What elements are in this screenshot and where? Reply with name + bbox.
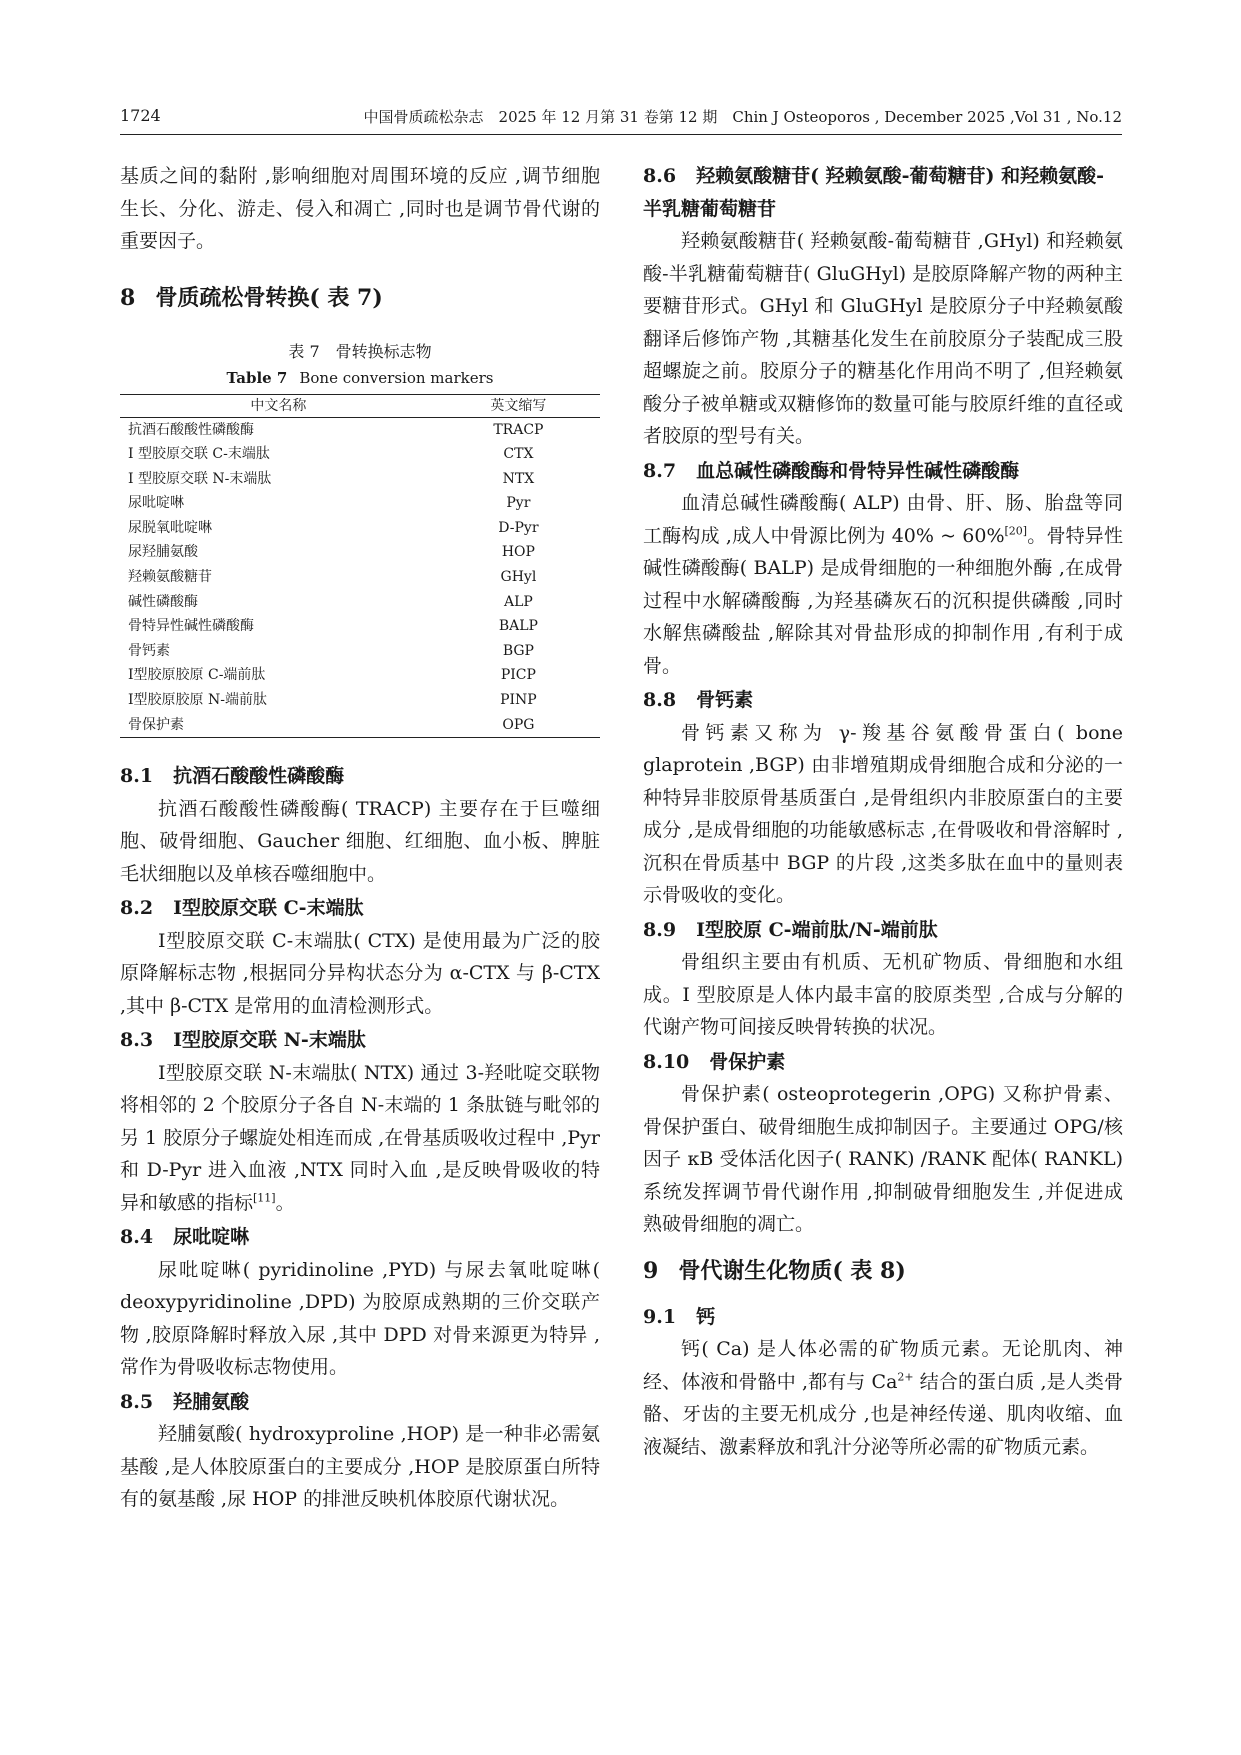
cell-en-abbr: HOP (501, 544, 535, 561)
table-row (120, 713, 600, 738)
header-en-abbr: 英文缩写 (490, 397, 547, 414)
running-header (120, 104, 1122, 135)
paragraph-text: 血清总碱性磷酸酶( ALP) 由骨、肝、肠、胎盘等同工酶构成 ,成人中骨源比例为 40% ~ 60% (643, 492, 1123, 547)
paragraph: 骨钙素又称为 γ-羧基谷氨酸骨蛋白( bone glaprotein ,BGP) 由非增殖期成骨细胞合成和分泌的一种特异非胶原骨基质蛋白 ,是骨组织内非胶原蛋白的主要成分 ,是成骨细胞的功能敏感标志 ,在骨吸收和骨溶解时 ,沉积在骨质基中 BGP 的片段 ,这类多肽在血中的量则表示骨吸收的变化。 (643, 721, 1123, 906)
cell-en-abbr: D-Pyr (498, 519, 539, 536)
subsection-title: 抗酒石酸酸性磷酸酶 (173, 765, 345, 788)
subsection-number: 8.9 (643, 918, 677, 941)
superscript: 2+ (897, 1370, 914, 1384)
subsection-number: 8.6 (643, 165, 677, 187)
paragraph: 骨组织主要由有机质、无机矿物质、骨细胞和水组成。I 型胶原是人体内最丰富的胶原类型 ,合成与分解的代谢产物可间接反映骨转换的状况。 (643, 951, 1123, 1038)
section-number: 9 (643, 1257, 659, 1284)
subsection-heading (643, 1046, 1123, 1079)
table-row (120, 639, 600, 664)
cell-cn-name: 尿羟脯氨酸 (128, 544, 198, 561)
cell-cn-name: 骨保护素 (128, 716, 184, 733)
paragraph: 抗酒石酸酸性磷酸酶( TRACP) 主要存在于巨噬细胞、破骨细胞、Gaucher 细胞、红细胞、血小板、脾脏毛状细胞以及单核吞噬细胞中。 (120, 797, 600, 885)
subsection-title: Ⅰ型胶原交联 C-末端肽 (173, 897, 364, 920)
paragraph: 羟脯氨酸( hydroxyproline ,HOP) 是一种非必需氨基酸 ,是人体胶原蛋白的主要成分 ,HOP 是胶原蛋白所特有的氨基酸 ,尿 HOP 的排泄反映机体胶原代谢状况。 (120, 1423, 600, 1511)
subsection-number: 8.7 (643, 459, 677, 482)
subsection-heading (643, 1301, 1123, 1334)
header-cn-name: 中文名称 (250, 397, 307, 414)
subsection-number: 8.4 (120, 1226, 154, 1249)
table-row (120, 540, 600, 565)
cell-en-abbr: TRACP (493, 421, 544, 438)
section-title: 骨代谢生化物质( 表 8) (678, 1257, 906, 1284)
subsection-number: 8.1 (120, 765, 154, 788)
cell-cn-name: 骨特异性碱性磷酸酶 (128, 618, 254, 635)
cell-en-abbr: BALP (498, 618, 538, 635)
subsection-heading (643, 684, 1123, 717)
paragraph: Ⅰ型胶原交联 C-末端肽( CTX) 是使用最为广泛的胶原降解标志物 ,根据同分异构状态分为 α-CTX 与 β-CTX ,其中 β-CTX 是常用的血清检测形式。 (120, 929, 600, 1017)
subsection-heading (643, 914, 1123, 947)
cell-cn-name: 尿吡啶啉 (128, 495, 184, 512)
cell-cn-name: 骨钙素 (128, 642, 170, 659)
left-column (120, 160, 600, 1516)
cell-en-abbr: CTX (503, 446, 534, 463)
table-row (120, 491, 600, 516)
paragraph (643, 487, 1123, 682)
cell-en-abbr: OPG (502, 716, 535, 733)
subsection-heading (120, 1024, 600, 1057)
table-caption-cn: 表 7 骨转换标志物 (288, 341, 432, 361)
section-heading (120, 282, 600, 314)
cell-cn-name: 尿脱氧吡啶啉 (128, 519, 212, 536)
cell-en-abbr: GHyl (500, 569, 537, 586)
table-row (120, 688, 600, 713)
paragraph: 骨保护素( osteoprotegerin ,OPG) 又称护骨素、骨保护蛋白、破骨细胞生成抑制因子。主要通过 OPG/核因子 κB 受体活化因子( RANK) /RANK 配体( RANKL) 系统发挥调节骨代谢作用 ,抑制破骨细胞发生 ,并促进成熟破骨细胞的凋亡。 (643, 1083, 1123, 1235)
subsection-number: 8.3 (120, 1029, 154, 1052)
table-row (120, 614, 600, 639)
cell-cn-name: 抗酒石酸酸性磷酸酶 (128, 421, 254, 438)
citation-ref: [20] (1004, 524, 1028, 538)
cell-en-abbr: PICP (500, 667, 536, 684)
section-heading (643, 1255, 1123, 1287)
subsection-title: Ⅰ型胶原交联 N-末端肽 (173, 1029, 366, 1052)
cell-cn-name: I 型胶原交联 N-末端肽 (128, 470, 272, 487)
table-row (120, 516, 600, 541)
cell-cn-name: Ⅰ型胶原胶原 N-端前肽 (128, 692, 267, 709)
subsection-heading (120, 1221, 600, 1254)
subsection-number: 9.1 (643, 1305, 677, 1328)
paragraph-text: 钙( Ca) 是人体必需的矿物质元素。无论肌肉、神经、体液和骨骼中 ,都有与 Ca (643, 1338, 1123, 1393)
subsection-number: 8.10 (643, 1050, 690, 1073)
subsection-title: 尿吡啶啉 (173, 1226, 250, 1249)
table-7 (120, 338, 600, 739)
subsection-title: 骨保护素 (709, 1050, 786, 1073)
subsection-title: Ⅰ型胶原 C-端前肽/N-端前肽 (696, 918, 938, 941)
paragraph-tail: 。骨特异性碱性磷酸酶( BALP) 是成骨细胞的一种细胞外酶 ,在成骨过程中水解磷酸酶 ,为羟基磷灰石的沉积提供磷酸 ,同时水解焦磷酸盐 ,解除其对骨盐形成的抑制作用 ,有利于成骨。 (643, 524, 1123, 677)
subsection-title: 羟脯氨酸 (173, 1390, 250, 1413)
markers-table (120, 394, 600, 739)
cell-en-abbr: Pyr (506, 495, 531, 512)
subsection-number: 8.8 (643, 689, 677, 711)
cell-en-abbr: ALP (503, 593, 533, 610)
subsection-title: 钙 (696, 1305, 716, 1328)
table-header-row (120, 394, 600, 417)
citation-ref: [11] (253, 1191, 276, 1205)
cell-en-abbr: PINP (500, 692, 537, 709)
subsection-heading (120, 1386, 600, 1419)
section-title: 骨质疏松骨转换( 表 7) (155, 284, 383, 311)
table-label: Table 7 (226, 368, 288, 387)
subsection-heading (120, 760, 600, 793)
cell-cn-name: 碱性磷酸酶 (128, 593, 198, 610)
subsection-heading (643, 160, 1123, 225)
cell-en-abbr: BGP (502, 642, 534, 659)
right-column (643, 160, 1123, 1463)
table-row (120, 565, 600, 590)
table-row (120, 467, 600, 492)
paragraph-text: 结合的蛋白质 ,是人类骨骼、牙齿的主要无机成分 ,也是神经传递、肌肉收缩、血液凝结、激素释放和乳汁分泌等所必需的矿物质元素。 (643, 1370, 1123, 1458)
subsection-heading (120, 892, 600, 925)
table-row (120, 663, 600, 688)
paragraph: 基质之间的黏附 ,影响细胞对周围环境的反应 ,调节细胞生长、分化、游走、侵入和凋亡 ,同时也是调节骨代谢的重要因子。 (120, 165, 600, 252)
table-caption-en (120, 366, 600, 390)
subsection-heading (643, 455, 1123, 488)
subsection-number: 8.5 (120, 1390, 154, 1413)
paragraph-text: Ⅰ型胶原交联 N-末端肽( NTX) 通过 3-羟吡啶交联物将相邻的 2 个胶原分子各自 N-末端的 1 条肽链与毗邻的另 1 胶原分子螺旋处相连而成 ,在骨基质吸收过程中 ,Pyr 和 D-Pyr 进入血液 ,NTX 同时入血 ,是反映骨吸收的特异和敏感的指标 (120, 1061, 600, 1214)
journal-citation: 中国骨质疏松杂志 2025 年 12 月第 31 卷第 12 期 Chin J Osteoporos , December 2025 ,Vol 31 , No.12 (363, 108, 1122, 126)
paragraph-tail: 。 (275, 1191, 295, 1214)
paragraph: 尿吡啶啉( pyridinoline ,PYD) 与尿去氧吡啶啉( deoxypyridinoline ,DPD) 为胶原成熟期的三价交联产物 ,胶原降解时释放入尿 ,其中 DPD 对骨来源更为特异 ,常作为骨吸收标志物使用。 (120, 1258, 600, 1379)
paragraph (643, 1333, 1123, 1463)
subsection-title: 骨钙素 (696, 689, 754, 711)
table-row (120, 590, 600, 615)
table-caption-text: Bone conversion markers (299, 368, 494, 387)
paragraph: 羟赖氨酸糖苷( 羟赖氨酸-葡萄糖苷 ,GHyl) 和羟赖氨酸-半乳糖葡萄糖苷( GluGHyl) 是胶原降解产物的两种主要糖苷形式。GHyl 和 GluGHyl 是胶原分子中羟赖氨酸翻译后修饰产物 ,其糖基化发生在前胶原分子装配成三股超螺旋之前。胶原分子的糖基化作用尚不明了 ,但羟赖氨酸分子被单糖或双糖修饰的数量可能与胶原纤维的直径或者胶原的型号有关。 (643, 230, 1123, 447)
section-number: 8 (120, 284, 136, 311)
table-row (120, 417, 600, 442)
subsection-title: 羟赖氨酸糖苷( 羟赖氨酸-葡萄糖苷) 和羟赖氨酸-半乳糖葡萄糖苷 (643, 165, 1105, 220)
cell-en-abbr: NTX (502, 470, 535, 487)
cell-cn-name: Ⅰ型胶原胶原 C-端前肽 (128, 667, 266, 684)
cell-cn-name: I 型胶原交联 C-末端肽 (128, 446, 270, 463)
paragraph (120, 1057, 600, 1220)
subsection-number: 8.2 (120, 897, 154, 920)
page-number: 1724 (120, 106, 161, 125)
table-row (120, 442, 600, 467)
cell-cn-name: 羟赖氨酸糖苷 (128, 569, 212, 586)
subsection-title: 血总碱性磷酸酶和骨特异性碱性磷酸酶 (696, 459, 1020, 482)
